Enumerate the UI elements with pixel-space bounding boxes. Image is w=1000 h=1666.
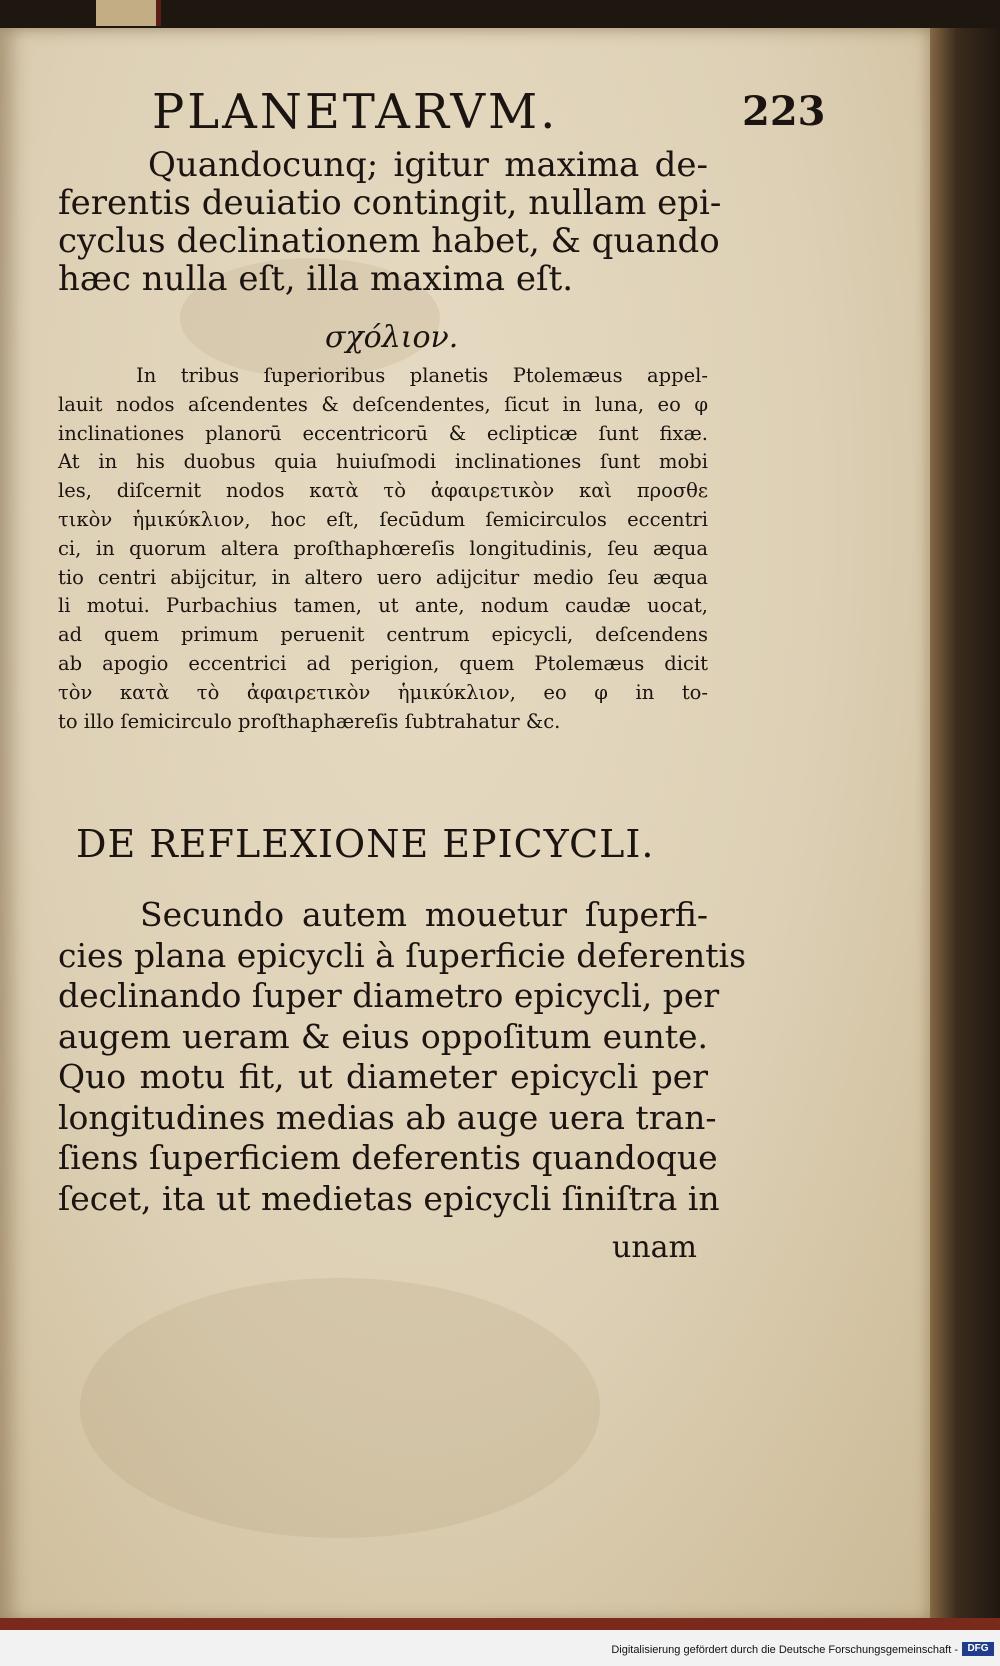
text-line: augem ueram & eius oppoſitum eunte. [58,1016,708,1056]
text-line: li motui. Purbachius tamen, ut ante, nodum caudæ uocat, [58,594,708,618]
section-heading: DE REFLEXIONE EPICYCLI. [76,822,655,866]
text-line: ab apogio eccentrici ad perigion, quem Ptolemæus dicit [58,651,708,675]
text-line: Quo motu fit, ut diameter epicycli per [58,1057,708,1096]
catchword: unam [612,1230,697,1265]
text-line: tio centri abijcitur, in altero uero adijcitur medio ſeu æqua [58,565,708,589]
page-number: 223 [742,88,826,135]
text-line: At in his duobus quia huiuſmodi inclinationes ſunt mobi [58,450,708,474]
text-line: declinando ſuper diametro epicycli, per [58,976,720,1015]
paper-stain [80,1278,600,1538]
funding-credit: Digitalisierung gefördert durch die Deutsche Forschungsgemeinschaft - [611,1644,958,1656]
text-line: ferentis deuiatio contingit, nullam epi- [58,183,722,223]
text-line: lauit nodos aſcendentes & deſcendentes, ſicut in luna, eo φ [58,392,708,416]
text-line: inclinationes planorū eccentricorū & eclipticæ ſunt fixæ. [58,421,708,445]
text-line: longitudines medias ab auge uera tran- [58,1097,717,1137]
bookmark-tab [96,0,161,26]
text-line: les, diſcernit nodos κατὰ τὸ ἀφαιρετικὸν καὶ προσθε [58,479,708,503]
paragraph-1 [58,145,722,299]
page-bottom-band [0,1618,1000,1630]
paragraph-2 [58,895,747,1219]
text-line: ſiens ſuperficiem deferentis quandoque [58,1138,718,1177]
text-line: τικὸν ἡμικύκλιον, hoc eſt, ſecūdum ſemicirculos eccentri [58,507,708,531]
dfg-logo: DFG [962,1642,994,1656]
text-line: Secundo autem mouetur ſuperfi- [140,895,708,934]
text-line: to illo ſemicirculo proſthaphæreſis ſubtrahatur &c. [58,709,561,733]
text-line: ci, in quorum altera proſthaphœreſis longitudinis, ſeu æqua [58,536,708,560]
text-line: ſecet, ita ut medietas epicycli ſiniſtra in [58,1178,720,1218]
scholion-body [58,362,708,736]
text-line: cies plana epicycli à ſuperficie deferentis [58,935,747,975]
text-line: cyclus declinationem habet, & quando [58,221,720,261]
text-line: hæc nulla eſt, illa maxima eſt. [58,259,574,299]
text-line: In tribus ſuperioribus planetis Ptolemæus appel- [136,364,708,387]
book-edge [928,28,1000,1622]
digitization-footer [0,1630,1000,1666]
text-line: τὸν κατὰ τὸ ἀφαιρετικὸν ἡμικύκλιον, eo φ in to- [58,680,708,704]
scholion-title: σχόλιον. [325,320,459,355]
text-line: ad quem primum peruenit centrum epicycli, deſcendens [58,623,708,647]
running-title: PLANETARVM. [152,84,559,140]
text-line: Quandocunq; igitur maxima de- [148,145,708,185]
